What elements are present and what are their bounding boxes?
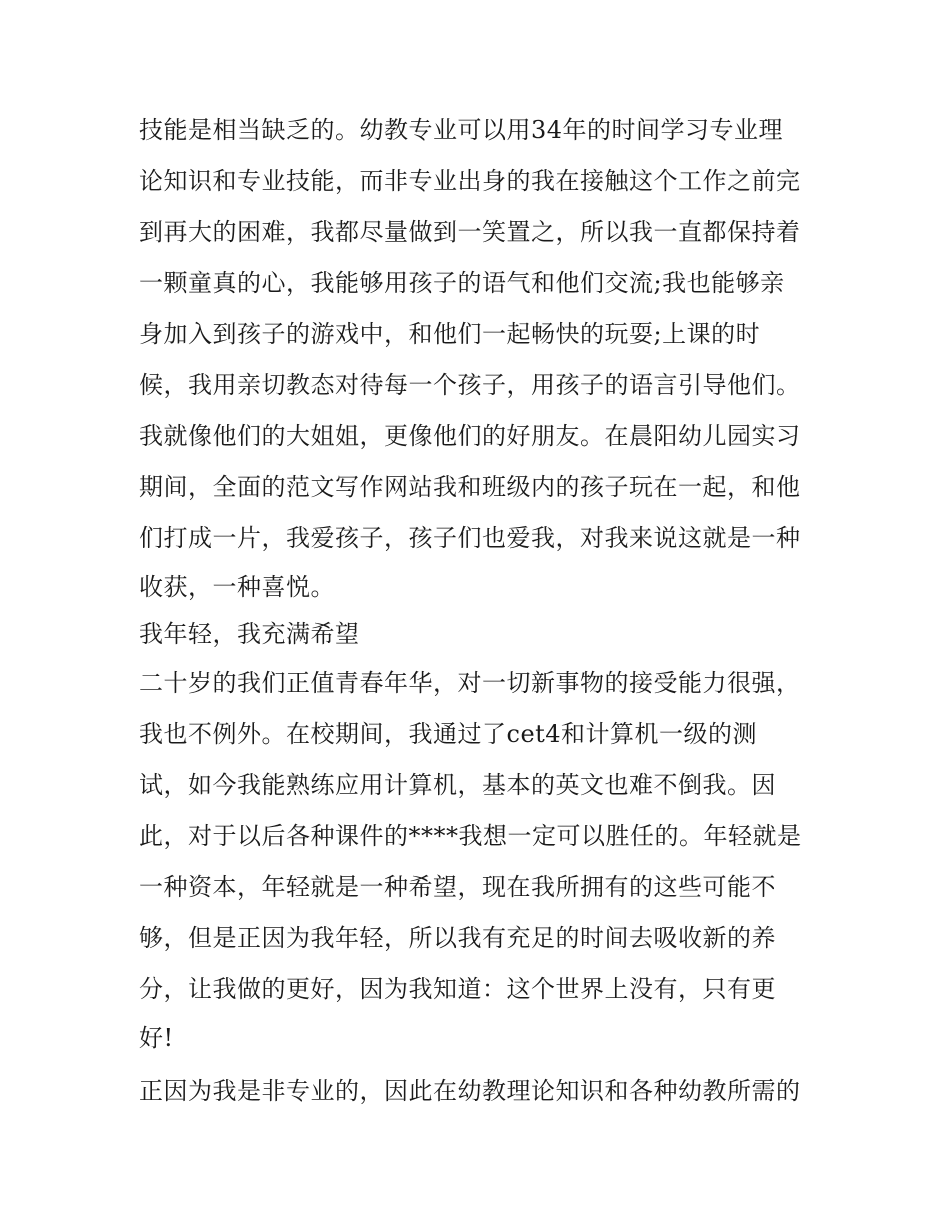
text-line: 候，我用亲切教态对待每一个孩子，用孩子的语言引导他们。 [139,371,801,399]
text-line: 试，如今我能熟练应用计算机，基本的英文也难不倒我。因 [139,771,776,799]
text-line: 此，对于以后各种课件的****我想一定可以胜任的。年轻就是 [139,822,802,850]
document-body [139,105,819,1117]
text-line: 们打成一片，我爱孩子，孩子们也爱我，对我来说这就是一种 [139,524,801,552]
text-line: 分，让我做的更好，因为我知道：这个世界上没有，只有更 [139,975,776,1003]
text-line: 到再大的困难，我都尽量做到一笑置之，所以我一直都保持着 [139,218,801,246]
text-line: 一颗童真的心，我能够用孩子的语气和他们交流;我也能够亲 [139,269,785,297]
text-line: 期间，全面的范文写作网站我和班级内的孩子玩在一起，和他 [139,473,801,501]
text-line: 身加入到孩子的游戏中，和他们一起畅快的玩耍;上课的时 [139,320,761,348]
text-line: 一种资本，年轻就是一种希望，现在我所拥有的这些可能不 [139,873,776,901]
text-line: 技能是相当缺乏的。幼教专业可以用34年的时间学习专业理 [139,116,784,144]
text-line: 二十岁的我们正值青春年华，对一切新事物的接受能力很强， [139,669,801,697]
text-line: 收获，一种喜悦。 [139,573,335,601]
text-line: 正因为我是非专业的，因此在幼教理论知识和各种幼教所需的 [139,1077,801,1105]
text-line: 好! [139,1024,174,1052]
text-line: 论知识和专业技能，而非专业出身的我在接触这个工作之前完 [139,167,801,195]
text-line: 我就像他们的大姐姐，更像他们的好朋友。在晨阳幼儿园实习 [139,422,801,450]
section-heading: 我年轻，我充满希望 [139,620,360,648]
text-line: 我也不例外。在校期间，我通过了cet4和计算机一级的测 [139,720,758,748]
text-line: 够，但是正因为我年轻，所以我有充足的时间去吸收新的养 [139,924,776,952]
